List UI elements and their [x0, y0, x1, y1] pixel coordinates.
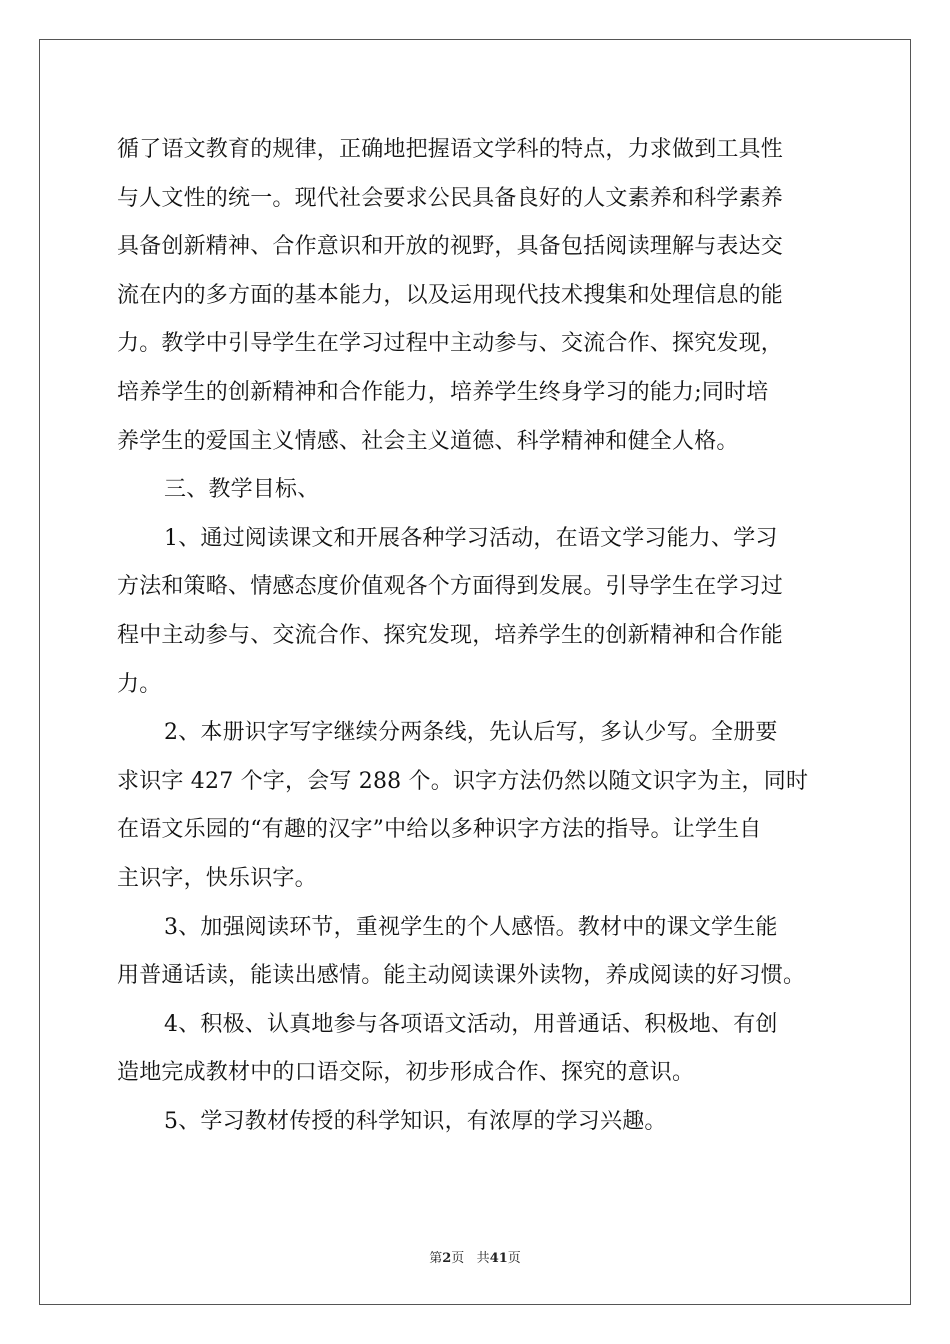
text-line: 2、本册识字写字继续分两条线，先认后写，多认少写。全册要: [164, 720, 778, 746]
footer-page-suffix: 页: [451, 1251, 465, 1266]
page-footer: [0, 1247, 950, 1266]
text-line: 力。教学中引导学生在学习过程中主动参与、交流合作、探究发现，: [117, 331, 784, 357]
text-line: 程中主动参与、交流合作、探究发现，培养学生的创新精神和合作能: [117, 622, 784, 648]
paragraph-goal-3: [117, 904, 833, 1001]
paragraph-goal-4: [117, 1001, 833, 1098]
total-page-count: 41: [489, 1251, 508, 1266]
text-line: 培养学生的创新精神和合作能力，培养学生终身学习的能力;同时培: [117, 379, 769, 405]
text-line: 主识字，快乐识字。: [117, 865, 317, 891]
footer-prefix: 第: [429, 1251, 443, 1266]
text-line: 1、通过阅读课文和开展各种学习活动，在语文学习能力、学习: [164, 525, 778, 551]
document-body: [117, 126, 833, 1146]
footer-total-prefix: 共: [476, 1251, 490, 1266]
text-line: 方法和策略、情感态度价值观各个方面得到发展。引导学生在学习过: [117, 574, 784, 600]
paragraph-goal-1: [117, 515, 833, 709]
text-line: 力。: [117, 671, 162, 697]
text-line: 4、积极、认真地参与各项语文活动，用普通话、积极地、有创: [164, 1011, 778, 1037]
text-line: 具备创新精神、合作意识和开放的视野，具备包括阅读理解与表达交: [117, 234, 784, 260]
paragraph-goal-5: [117, 1098, 833, 1147]
text-line: 造地完成教材中的口语交际，初步形成合作、探究的意识。: [117, 1060, 695, 1086]
text-line: 循了语文教育的规律，正确地把握语文学科的特点，力求做到工具性: [117, 137, 784, 162]
paragraph-intro: [117, 126, 833, 466]
text-line: 用普通话读，能读出感情。能主动阅读课外读物，养成阅读的好习惯。: [117, 963, 806, 989]
text-line: 三、教学目标、: [164, 477, 320, 503]
text-line: 在语文乐园的“有趣的汉字”中给以多种识字方法的指导。让学生自: [117, 817, 762, 843]
text-line: 流在内的多方面的基本能力，以及运用现代技术搜集和处理信息的能: [117, 282, 784, 308]
footer-total-suffix: 页: [507, 1251, 521, 1266]
text-line: 5、学习教材传授的科学知识，有浓厚的学习兴趣。: [164, 1108, 667, 1134]
text-line: 3、加强阅读环节，重视学生的个人感悟。教材中的课文学生能: [164, 914, 778, 940]
paragraph-goal-2: [117, 709, 833, 903]
text-line: 养学生的爱国主义情感、社会主义道德、科学精神和健全人格。: [117, 428, 739, 454]
current-page-number: 2: [442, 1251, 452, 1266]
text-line: 求识字 427 个字，会写 288 个。识字方法仍然以随文识字为主，同时: [117, 768, 809, 794]
text-line: 与人文性的统一。现代社会要求公民具备良好的人文素养和科学素养: [117, 185, 784, 211]
section-heading: [117, 466, 833, 515]
